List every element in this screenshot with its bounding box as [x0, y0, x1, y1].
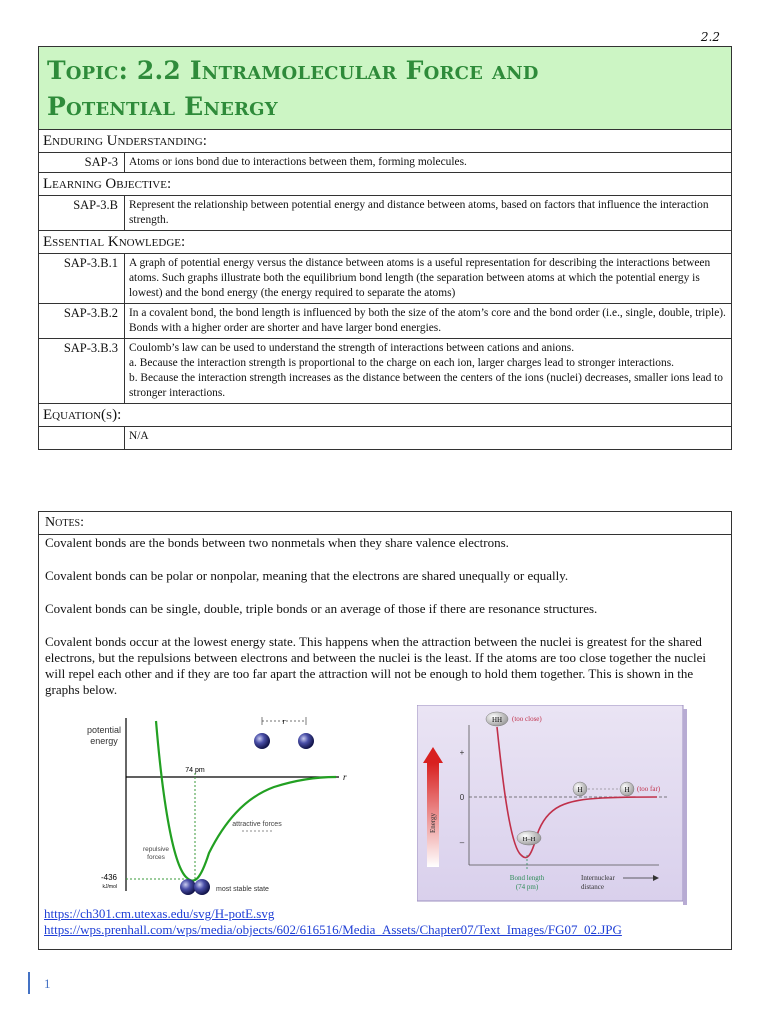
too-close-label: (too close) [512, 715, 542, 723]
objective-text: Represent the relationship between potential energy and distance between atoms, based on factors that influence the interaction strength. [125, 196, 732, 231]
energy-unit: kJ/mol [102, 884, 117, 890]
bond-length-label: 74 pm [185, 767, 205, 774]
repulsive-forces-label: repulsive [142, 846, 170, 853]
enduring-text: Atoms or ions bond due to interactions between them, forming molecules. [125, 153, 732, 173]
notes-paragraph: Covalent bonds are the bonds between two nonmetals when they share valence electrons. [45, 535, 509, 550]
page-label: 2.2 [700, 30, 720, 44]
topic-title-line1: Topic: 2.2 Intramolecular Force and [47, 56, 539, 85]
energy-value: -436 [100, 873, 117, 882]
x-axis-label: distance [581, 883, 604, 891]
tick-plus: + [459, 748, 465, 757]
enduring-heading: Enduring Understanding: [39, 130, 732, 153]
equations-heading: Equation(s): [39, 404, 732, 427]
topic-table [38, 46, 732, 450]
bond-energy-diagram [417, 705, 687, 905]
atom-sphere [180, 879, 196, 895]
title-cell [39, 47, 732, 130]
atom-sphere [194, 879, 210, 895]
knowledge-code: SAP-3.B.3 [39, 339, 125, 404]
notes-heading: Notes: [39, 512, 732, 535]
potential-energy-graph [44, 713, 354, 903]
tick-zero: 0 [459, 793, 465, 802]
bond-length-label: Bond length [509, 874, 545, 882]
knowledge-text-coulomb [125, 339, 732, 404]
energy-axis-label: Energy [429, 812, 437, 834]
y-axis-label: energy [90, 736, 118, 746]
source-link[interactable]: https://ch301.cm.utexas.edu/svg/H-potE.svg [44, 906, 275, 921]
knowledge-code: SAP-3.B.1 [39, 254, 125, 304]
atom-sphere [254, 733, 270, 749]
knowledge-code: SAP-3.B.2 [39, 304, 125, 339]
too-far-label: (too far) [637, 785, 661, 793]
notes-paragraph: Covalent bonds occur at the lowest energy state. This happens when the attraction between the nuclei is greatest for the shared electrons, but the repulsions between electrons and between the nuclei is the least. If the atoms are too close together the nuclei will repel each other and if they are too far apart the attraction will not be enough to hold them together. This is shown in the graphs below. [45, 634, 706, 697]
footer-accent-bar [28, 972, 30, 994]
coulomb-point-b: b. Because the interaction strength increases as the distance between the centers of the ions (nuclei) decreases, smaller ions lead to stronger interactions. [129, 372, 723, 399]
equations-text: N/A [125, 427, 732, 450]
source-link[interactable]: https://wps.prenhall.com/wps/media/objects/602/616516/Media_Assets/Chapter07/Text_Images/FG07_02.JPG [44, 922, 622, 937]
h-label: H [624, 786, 630, 794]
knowledge-text: A graph of potential energy versus the distance between atoms is a useful representation for describing the interactions between atoms. Such graphs illustrate both the equilibrium bond length (the separation between atoms at which the potential energy is lowest) and the bond energy (the energy required to separate the atoms) [125, 254, 732, 304]
hh-label: HH [491, 716, 503, 724]
tick-minus: – [459, 838, 465, 847]
equations-code [39, 427, 125, 450]
knowledge-text: In a covalent bond, the bond length is influenced by both the size of the atom’s core and the bond order (i.e., single, double, triple). Bonds with a higher order are shorter and have larger bond energies. [125, 304, 732, 339]
diagram-shadow [683, 709, 687, 905]
coulomb-line: Coulomb’s law can be used to understand the strength of interactions between cations and anions. [129, 342, 575, 354]
coulomb-point-a: a. Because the interaction strength is proportional to the charge on each ion, larger charges lead to stronger interactions. [129, 357, 674, 369]
atom-sphere [298, 733, 314, 749]
distance-label: r [282, 717, 286, 726]
h-label: H [577, 786, 583, 794]
attractive-forces-label: attractive forces [232, 821, 282, 828]
hh-bond-label: H–H [522, 836, 536, 843]
x-axis-label: r [343, 772, 347, 782]
x-axis-label: Internuclear [581, 874, 615, 882]
enduring-code: SAP-3 [39, 153, 125, 173]
notes-paragraph: Covalent bonds can be polar or nonpolar, meaning that the electrons are shared unequally or equally. [45, 568, 569, 583]
diagram-background [417, 705, 683, 901]
objective-heading: Learning Objective: [39, 173, 732, 196]
bond-length-value: (74 pm) [515, 883, 539, 891]
stable-state-label: most stable state [216, 886, 269, 893]
notes-paragraph: Covalent bonds can be single, double, triple bonds or an average of those if there are resonance structures. [45, 601, 598, 616]
y-axis-label: potential [86, 725, 122, 735]
page-number: 1 [44, 976, 51, 991]
objective-code: SAP-3.B [39, 196, 125, 231]
repulsive-forces-label: forces [147, 854, 165, 861]
knowledge-heading: Essential Knowledge: [39, 231, 732, 254]
source-links [44, 906, 622, 938]
topic-title-line2: Potential Energy [47, 92, 278, 121]
